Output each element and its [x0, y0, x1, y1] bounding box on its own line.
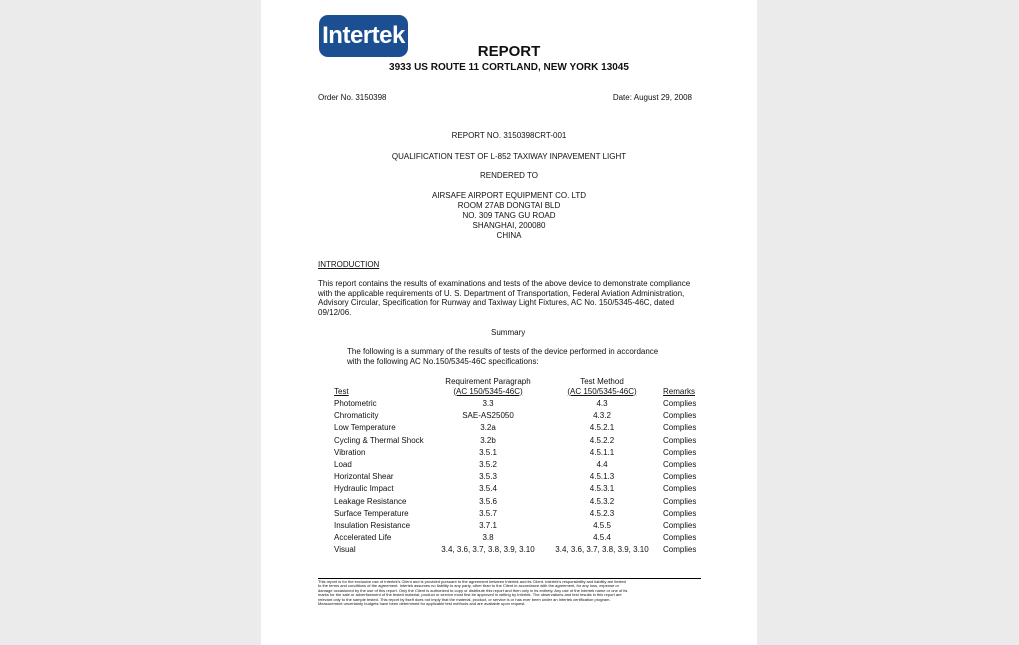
cell-method: 4.5.1.1	[589, 448, 615, 457]
cell-test: Photometric	[334, 399, 377, 408]
summary-line: The following is a summary of the results of tests of the device performed in accordance	[347, 347, 659, 356]
cell-remarks: Complies	[663, 448, 697, 457]
client-line: ROOM 27AB DONGTAI BLD	[457, 201, 561, 210]
summary-heading: Summary	[491, 328, 526, 337]
cell-requirement: 3.5.1	[479, 448, 497, 457]
table-row	[334, 484, 726, 496]
cell-method: 3.4, 3.6, 3.7, 3.8, 3.9, 3.10	[555, 545, 649, 554]
cell-remarks: Complies	[663, 521, 697, 530]
table-row	[334, 509, 726, 521]
client-line: CHINA	[496, 231, 522, 240]
cell-remarks: Complies	[663, 545, 697, 554]
cell-requirement: 3.8	[482, 533, 494, 542]
cell-method: 4.5.4	[593, 533, 611, 542]
header-line: (AC 150/5345-46C)	[453, 386, 523, 396]
table-row	[334, 472, 726, 484]
cell-requirement: 3.5.7	[479, 509, 497, 518]
cell-test: Low Temperature	[334, 423, 396, 432]
cell-remarks: Complies	[663, 436, 697, 445]
intro-line: This report contains the results of examinations and tests of the above device to demonstrate compliance	[318, 279, 691, 288]
summary-line: with the following AC No.150/5345-46C specifications:	[347, 356, 539, 366]
rendered-to: RENDERED TO	[480, 171, 538, 180]
cell-method: 4.5.5	[593, 521, 611, 530]
legal-disclaimer	[318, 578, 701, 606]
cell-test: Load	[334, 460, 352, 469]
table-row	[334, 521, 726, 533]
summary-text	[347, 347, 658, 366]
cell-requirement: 3.2a	[480, 423, 496, 432]
cell-requirement: 3.5.4	[479, 484, 497, 493]
cell-requirement: 3.3	[482, 399, 494, 408]
cell-requirement: 3.4, 3.6, 3.7, 3.8, 3.9, 3.10	[441, 545, 535, 554]
client-line: SHANGHAI, 200080	[472, 221, 546, 230]
cell-method: 4.3	[596, 399, 608, 408]
client-line: NO. 309 TANG GU ROAD	[462, 211, 556, 220]
report-page	[261, 0, 757, 645]
col-header-test: Test	[334, 387, 349, 396]
table-row	[334, 460, 726, 472]
qualification-title: QUALIFICATION TEST OF L-852 TAXIWAY INPAVEMENT LIGHT	[391, 152, 627, 161]
cell-requirement: 3.7.1	[479, 521, 497, 530]
cell-test: Leakage Resistance	[334, 497, 407, 506]
header-line: Requirement Paragraph	[445, 377, 531, 386]
cell-remarks: Complies	[663, 497, 697, 506]
disclaimer-line: Measurement uncertainty budgets have been determined for applicable test methods and are available upon request.	[318, 601, 526, 607]
cell-method: 4.5.3.1	[589, 484, 615, 493]
cell-requirement: 3.5.2	[479, 460, 497, 469]
table-row	[334, 545, 726, 557]
table-row	[334, 533, 726, 545]
cell-test: Surface Temperature	[334, 509, 409, 518]
header-line: Test Method	[580, 377, 624, 386]
table-row	[334, 399, 726, 411]
cell-test: Chromaticity	[334, 411, 379, 420]
cell-requirement: SAE-AS25050	[462, 411, 514, 420]
disclaimer-line: damage occasioned by the use of this report. Only the Client is authorized to copy or distribute this report and then only in its entirety. Any use of the Intertek name or one of its	[318, 587, 628, 593]
cell-test: Hydraulic Impact	[334, 484, 394, 493]
report-number: REPORT NO. 3150398CRT-001	[451, 131, 567, 140]
cell-test: Vibration	[334, 448, 366, 457]
disclaimer-line: marks for the sale or advertisement of the tested material, product or service must first be approved in writing by Intertek. The observations and test results in this report are	[318, 592, 622, 598]
cell-remarks: Complies	[663, 399, 697, 408]
table-row	[334, 436, 726, 448]
cell-method: 4.5.2.3	[589, 509, 615, 518]
table-row	[334, 411, 726, 423]
cell-test: Cycling & Thermal Shock	[334, 436, 424, 445]
cell-remarks: Complies	[663, 423, 697, 432]
cell-remarks: Complies	[663, 472, 697, 481]
cell-requirement: 3.5.6	[479, 497, 497, 506]
cell-remarks: Complies	[663, 411, 697, 420]
cell-remarks: Complies	[663, 460, 697, 469]
cell-method: 4.5.3.2	[589, 497, 615, 506]
table-row	[334, 423, 726, 435]
col-header-method	[549, 377, 655, 396]
cell-remarks: Complies	[663, 533, 697, 542]
disclaimer-line: relevant only to the sample tested. This report by itself does not imply that the material, product, or service is or has ever been under an Intertek certification program.	[318, 596, 611, 602]
intro-line: with the applicable requirements of U. S. Department of Transportation, Federal Aviation Administration,	[318, 288, 685, 298]
disclaimer-line: to the terms and conditions of the agreement. Intertek assumes no liability to any party, other than to the Client in accordance with the agreement, for any loss, expense or	[318, 583, 619, 589]
cell-method: 4.5.2.1	[589, 423, 615, 432]
introduction-heading: INTRODUCTION	[318, 260, 380, 269]
table-row	[334, 448, 726, 460]
cell-requirement: 3.2b	[480, 436, 496, 445]
cell-test: Visual	[334, 545, 356, 554]
disclaimer-line: This report is for the exclusive use of Intertek's Client and is provided pursuant to the agreement between Intertek and its Client. Intertek's responsibility and liability are limited	[318, 579, 626, 584]
introduction-text	[318, 279, 690, 318]
cell-test: Insulation Resistance	[334, 521, 411, 530]
cell-test: Accelerated Life	[334, 533, 392, 542]
cell-requirement: 3.5.3	[479, 472, 497, 481]
lab-address: 3933 US ROUTE 11 CORTLAND, NEW YORK 13045	[389, 62, 629, 73]
header-line: (AC 150/5345-46C)	[567, 386, 637, 396]
client-line: AIRSAFE AIRPORT EQUIPMENT CO. LTD	[431, 191, 587, 200]
report-date: Date: August 29, 2008	[612, 93, 692, 102]
cell-test: Horizontal Shear	[334, 472, 394, 481]
col-header-requirement	[435, 377, 541, 396]
col-header-remarks: Remarks	[663, 387, 696, 396]
cell-remarks: Complies	[663, 484, 697, 493]
cell-method: 4.3.2	[593, 411, 611, 420]
intertek-logo: Intertek	[319, 15, 408, 57]
intro-line: Advisory Circular, Specification for Runway and Taxiway Light Fixtures, AC No. 150/5345-46C, dated	[318, 298, 675, 308]
report-title: REPORT	[477, 43, 541, 60]
intro-line: 09/12/06.	[318, 308, 352, 318]
order-number: Order No. 3150398	[318, 93, 387, 102]
cell-method: 4.4	[596, 460, 608, 469]
table-row	[334, 497, 726, 509]
cell-remarks: Complies	[663, 509, 697, 518]
cell-method: 4.5.2.2	[589, 436, 615, 445]
cell-method: 4.5.1.3	[589, 472, 615, 481]
